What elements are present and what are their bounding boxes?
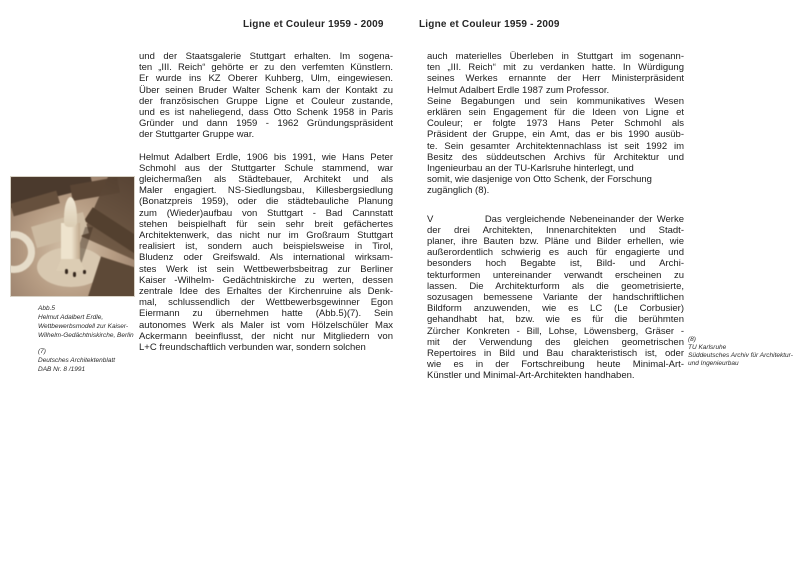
text-line: besonders hoch Begabte ist, Bild- und Archi- (427, 258, 684, 270)
text-line: seines Werkes ernannte der Herr Ministerpräsident (427, 73, 684, 85)
text-line: Wettbewerbsmodell zur Kaiser- (38, 323, 129, 330)
text-line: Wilhelm-Gedächtniskirche, Berlin (38, 332, 134, 339)
text-line: zugänglich (8). (427, 185, 490, 197)
text-line: zum (Wieder)aufbau von Stuttgart - Bad Cannstatt (139, 207, 393, 219)
text-line: und Ingenieurbau (688, 360, 739, 367)
text-line: Bildform anzuwenden, wie es LC (Le Corbusier) (427, 303, 684, 315)
text-line: und es ist naheliegend, dass Otto Schenk 1958 in Paris (139, 107, 393, 119)
text-line: außerordentlich schwierig es auch für engagierte und (427, 247, 684, 259)
photo-artwork (10, 176, 135, 297)
text-line: gehandhabt hat, bzw. wie es für die berühmten (427, 314, 684, 326)
text-line: Couleur; er folgte 1973 Hans Peter Schmohl als (427, 118, 684, 130)
text-line: (7) (38, 348, 46, 355)
text-line: und der Staatsgalerie Stuttgart erhalten. Im sogena- (139, 51, 393, 62)
text-line: der französischen Gruppe Ligne et Couleur zustande, (139, 95, 393, 107)
text-line: Seine Begabungen und sein kommunikatives Wesen (427, 95, 684, 107)
text-line: V Das vergleichende Nebeneinander der Werke (427, 213, 684, 225)
figure-caption (38, 304, 134, 340)
text-line: Er wurde ins KZ Oberer Kuhberg, Ulm, eingewiesen. (139, 73, 393, 85)
text-line: Helmut Adalbert Erdle, (38, 314, 104, 321)
model-figure (65, 269, 68, 274)
figure-source-credit (38, 347, 115, 374)
text-line: Repertoires in Bild und Bau charakteristisch ist, oder (427, 348, 684, 360)
text-line: tekturformen untereinander verwandt erscheinen zu (427, 269, 684, 281)
text-line: Deutsches Architektenblatt (38, 357, 116, 364)
text-line: der drei Architekten, Innenarchitekten und Stadt- (427, 224, 684, 236)
text-line: somit, wie dasjenige von Otto Schenk, der Forschung (427, 174, 652, 186)
text-line: planer, ihre Bauten bzw. Pläne und Bilder erhellen, wie (427, 236, 684, 248)
text-line: DAB Nr. 8 /1991 (38, 366, 86, 373)
text-line: TU Karlsruhe (688, 344, 727, 351)
text-line: mal, schlussendlich der Wettbewerbsgewinner Egon (139, 297, 393, 309)
text-line: Präsident der Gruppe, ein Amt, das er bis 1990 ausüb- (427, 129, 684, 141)
model-tower-body (61, 223, 80, 261)
model-figure (83, 270, 86, 274)
model-figure (73, 272, 76, 277)
text-line: stes Werk ist sein Wettbewerbsbeitrag zur Berliner (139, 263, 393, 275)
text-line: Abb.5 (38, 305, 55, 312)
text-line: Gründer und dann 1959 - 1962 Gründungspräsident (139, 118, 393, 130)
paragraph (139, 51, 393, 141)
text-line: Eiermann zu übernehmen hatte (Abb.5)(7). Sein (139, 308, 393, 320)
margin-note-archive (688, 336, 798, 368)
text-line: (8) (688, 336, 696, 343)
left-text-column (139, 51, 393, 353)
text-line: gleichermaßen als Städtebauer, Architekt und als (139, 174, 393, 186)
right-text-column (427, 51, 684, 382)
architectural-model-photo (10, 176, 135, 297)
text-line: realisiert ist, sondern auch beispielsweise in Tirol, (139, 241, 393, 253)
text-line: mit der Verwendung des gleichen geometrischen (427, 336, 684, 348)
text-line: autonomes Werk als Maler ist vom Hölzelschüler Max (139, 319, 393, 331)
text-line: Bludenz oder Greifswald. Als international wirksam- (139, 252, 393, 264)
text-line: (Bonatzpreis 1959), oder die städtebauliche Planung (139, 196, 393, 208)
text-line: Ingenieurbau an der TU-Karlsruhe hinterlegt, und (427, 163, 634, 175)
text-line: Zürcher Konkreten - Bill, Lohse, Löwensberg, Gräser - (427, 325, 684, 337)
text-line: Besitz des süddeutschen Archivs für Architektur und (427, 151, 684, 163)
text-line: Kaiser -Wilhelm- Gedächtniskirche zu werten, dessen (139, 274, 393, 286)
text-line: Ackermann beeinflusst, der nicht nur Mitgliedern von (139, 330, 393, 342)
text-line: zentrale Idee des Erhaltes der Kirchenruine als Denk- (139, 286, 393, 298)
text-line: der Stuttgarter Gruppe war. (139, 129, 255, 141)
text-line: auch materielles Überleben in Stuttgart im sogenann- (427, 51, 684, 62)
text-line: Süddeutsches Archiv für Architektur- (688, 352, 793, 359)
text-line: Künstler und Minimal-Art-Architekten handhaben. (427, 370, 635, 382)
page-header-right: Ligne et Couleur 1959 - 2009 (419, 19, 560, 30)
text-line: ten „III. Reich“ gehörte er zu den verfemten Künstlern. (139, 62, 393, 74)
text-line: ten „III. Reich“ mit zu verdanken hatte. In Würdigung (427, 62, 684, 74)
paragraph (427, 51, 684, 96)
text-line: stehen beispielhaft für sein sehr breit gefächertes (139, 218, 393, 230)
text-line: Über seinen Bruder Walter Schenk kam der Kontakt zu (139, 84, 393, 96)
page-header-left: Ligne et Couleur 1959 - 2009 (243, 19, 384, 30)
paragraph (427, 214, 684, 382)
text-line: Helmut Adalbert Erdle, 1906 bis 1991, wie Hans Peter (139, 151, 393, 163)
paragraph (427, 96, 684, 197)
text-line: L+C freundschaftlich verbunden war, sondern solchen (139, 342, 366, 354)
text-line: erklären sein Engagement für die Ideen von Ligne et (427, 107, 684, 119)
text-line: Schmohl aus der Stuttgarter Schule stammend, war (139, 162, 393, 174)
text-line: wie es in der Fortschreibung heute Minimal-Art- (427, 359, 684, 371)
text-line: te. Sein gesamter Architektennachlass ist seit 1992 im (427, 140, 684, 152)
text-line: Architektenwerk, das nicht nur im Großraum Stuttgart (139, 230, 393, 242)
paragraph (139, 152, 393, 354)
text-line: Maler engagiert. NS-Siedlungsbau, Killesbergsiedlung (139, 185, 393, 197)
text-line: lassen. Die Architekturform als die geometrisierte, (427, 280, 684, 292)
text-line: Helmut Adalbert Erdle 1987 zum Professor. (427, 84, 610, 96)
text-line: sozusagen bemessene Variante der handschriftlichen (427, 292, 684, 304)
